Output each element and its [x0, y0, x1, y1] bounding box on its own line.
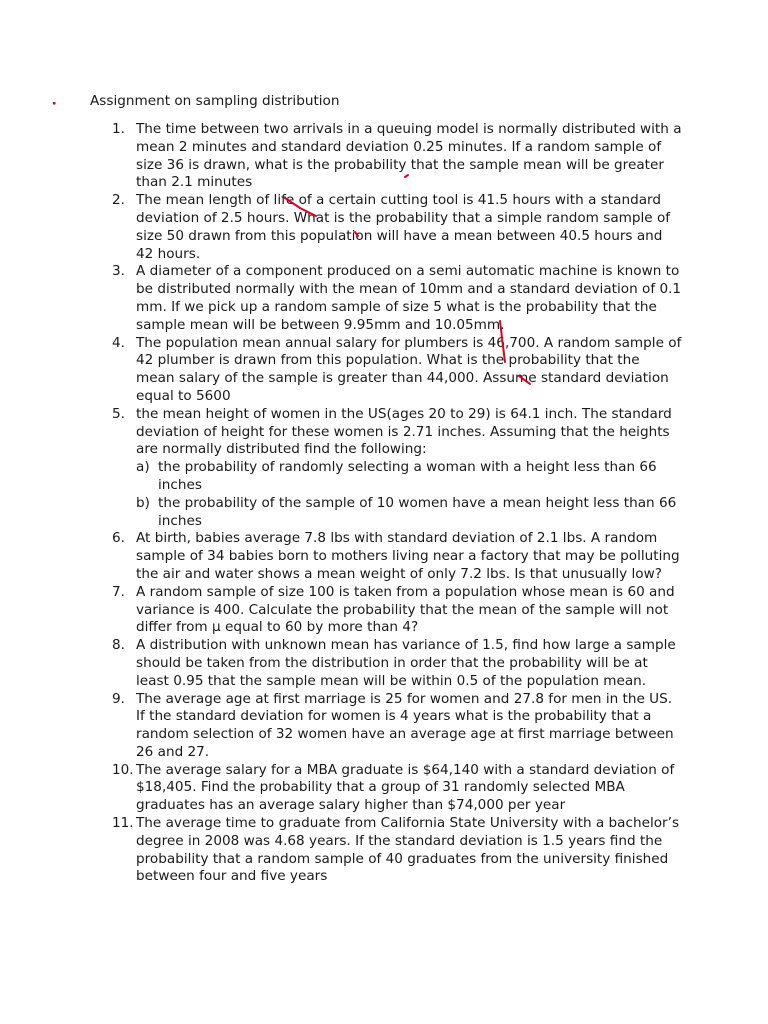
- sub-question-list: [136, 459, 682, 530]
- question-number: 4.: [112, 334, 125, 351]
- question-list: [112, 121, 682, 886]
- question-item: [112, 690, 682, 762]
- sub-question-item: [136, 495, 682, 531]
- question-text: The average salary for a MBA graduate is $64,140 with a standard deviation of $18,405. Find the probability that a group of 31 randomly selected MBA graduates has an average salary higher than $74,000 per year: [136, 761, 675, 814]
- question-text: At birth, babies average 7.8 lbs with standard deviation of 2.1 lbs. A random sample of 34 babies born to mothers living near a factory that may be polluting the air and water shows a mean weight of only 7.2 lbs. Is that unusually low?: [136, 530, 680, 582]
- question-number: 2.: [112, 192, 125, 209]
- sub-question-item: [136, 459, 682, 495]
- question-number: 6.: [112, 530, 125, 547]
- question-text: The population mean annual salary for plumbers is 46,700. A random sample of 42 plumber is drawn from this population. What is the probability that the mean salary of the sample is greater than 44,000. Assume standard deviation equal to 5600: [136, 334, 682, 404]
- question-number: 11.: [112, 815, 134, 832]
- question-number: 7.: [112, 583, 125, 600]
- question-text: A distribution with unknown mean has variance of 1.5, find how large a sample should be taken from the distribution in order that the probability will be at least 0.95 that the sample mean will be within 0.5 of the population mean.: [136, 637, 676, 689]
- question-number: 9.: [112, 690, 125, 707]
- question-item: [112, 530, 682, 583]
- question-item: [112, 405, 682, 531]
- annotation-dot: [53, 102, 56, 105]
- question-item: [112, 121, 682, 192]
- question-item: [112, 334, 682, 406]
- question-item: [112, 583, 682, 637]
- question-number: 10.: [112, 761, 134, 778]
- question-number: 1.: [112, 121, 125, 137]
- question-text: The average age at first marriage is 25 for women and 27.8 for men in the US. If the standard deviation for women is 4 years what is the probability that a random selection of 32 women have an average age at first marriage between 26 and 27.: [136, 690, 674, 760]
- question-text: The time between two arrivals in a queuing model is normally distributed with a mean 2 minutes and standard deviation 0.25 minutes. If a random sample of size 36 is drawn, what is the probability that the sample mean will be greater than 2.1 minutes: [136, 121, 682, 191]
- document-title: Assignment on sampling distribution: [90, 93, 340, 109]
- question-item: [112, 761, 682, 815]
- question-text: A random sample of size 100 is taken from a population whose mean is 60 and variance is 400. Calculate the probability that the mean of the sample will not differ from µ equal to 60 by more than 4?: [136, 583, 675, 636]
- sub-question-text: the probability of randomly selecting a woman with a height less than 66 inches: [158, 459, 657, 493]
- question-item: [112, 192, 682, 263]
- sub-question-label: a): [136, 459, 150, 476]
- question-number: 3.: [112, 263, 125, 280]
- question-text: the mean height of women in the US(ages 20 to 29) is 64.1 inch. The standard deviation of height for these women is 2.71 inches. Assuming that the heights are normally distributed find the following:: [136, 405, 672, 458]
- question-item: [112, 263, 682, 334]
- question-number: 5.: [112, 405, 125, 422]
- question-text: The mean length of life of a certain cutting tool is 41.5 hours with a standard deviation of 2.5 hours. What is the probability that a simple random sample of size 50 drawn from this population will have a mean between 40.5 hours and 42 hours.: [136, 192, 671, 262]
- question-item: [112, 815, 682, 886]
- sub-question-label: b): [136, 494, 150, 511]
- question-item: [112, 637, 682, 690]
- question-text: A diameter of a component produced on a semi automatic machine is known to be distributed normally with the mean of 10mm and a standard deviation of 0.1 mm. If we pick up a random sample of size 5 what is the probability that the sample mean will be between 9.95mm and 10.05mm.: [136, 263, 682, 333]
- sub-question-text: the probability of the sample of 10 women have a mean height less than 66 inches: [158, 494, 677, 529]
- question-number: 8.: [112, 637, 125, 654]
- question-text: The average time to graduate from California State University with a bachelor’s degree in 2008 was 4.68 years. If the standard deviation is 1.5 years find the probability that a random sample of 40 graduates from the university finished between four and five years: [136, 815, 680, 885]
